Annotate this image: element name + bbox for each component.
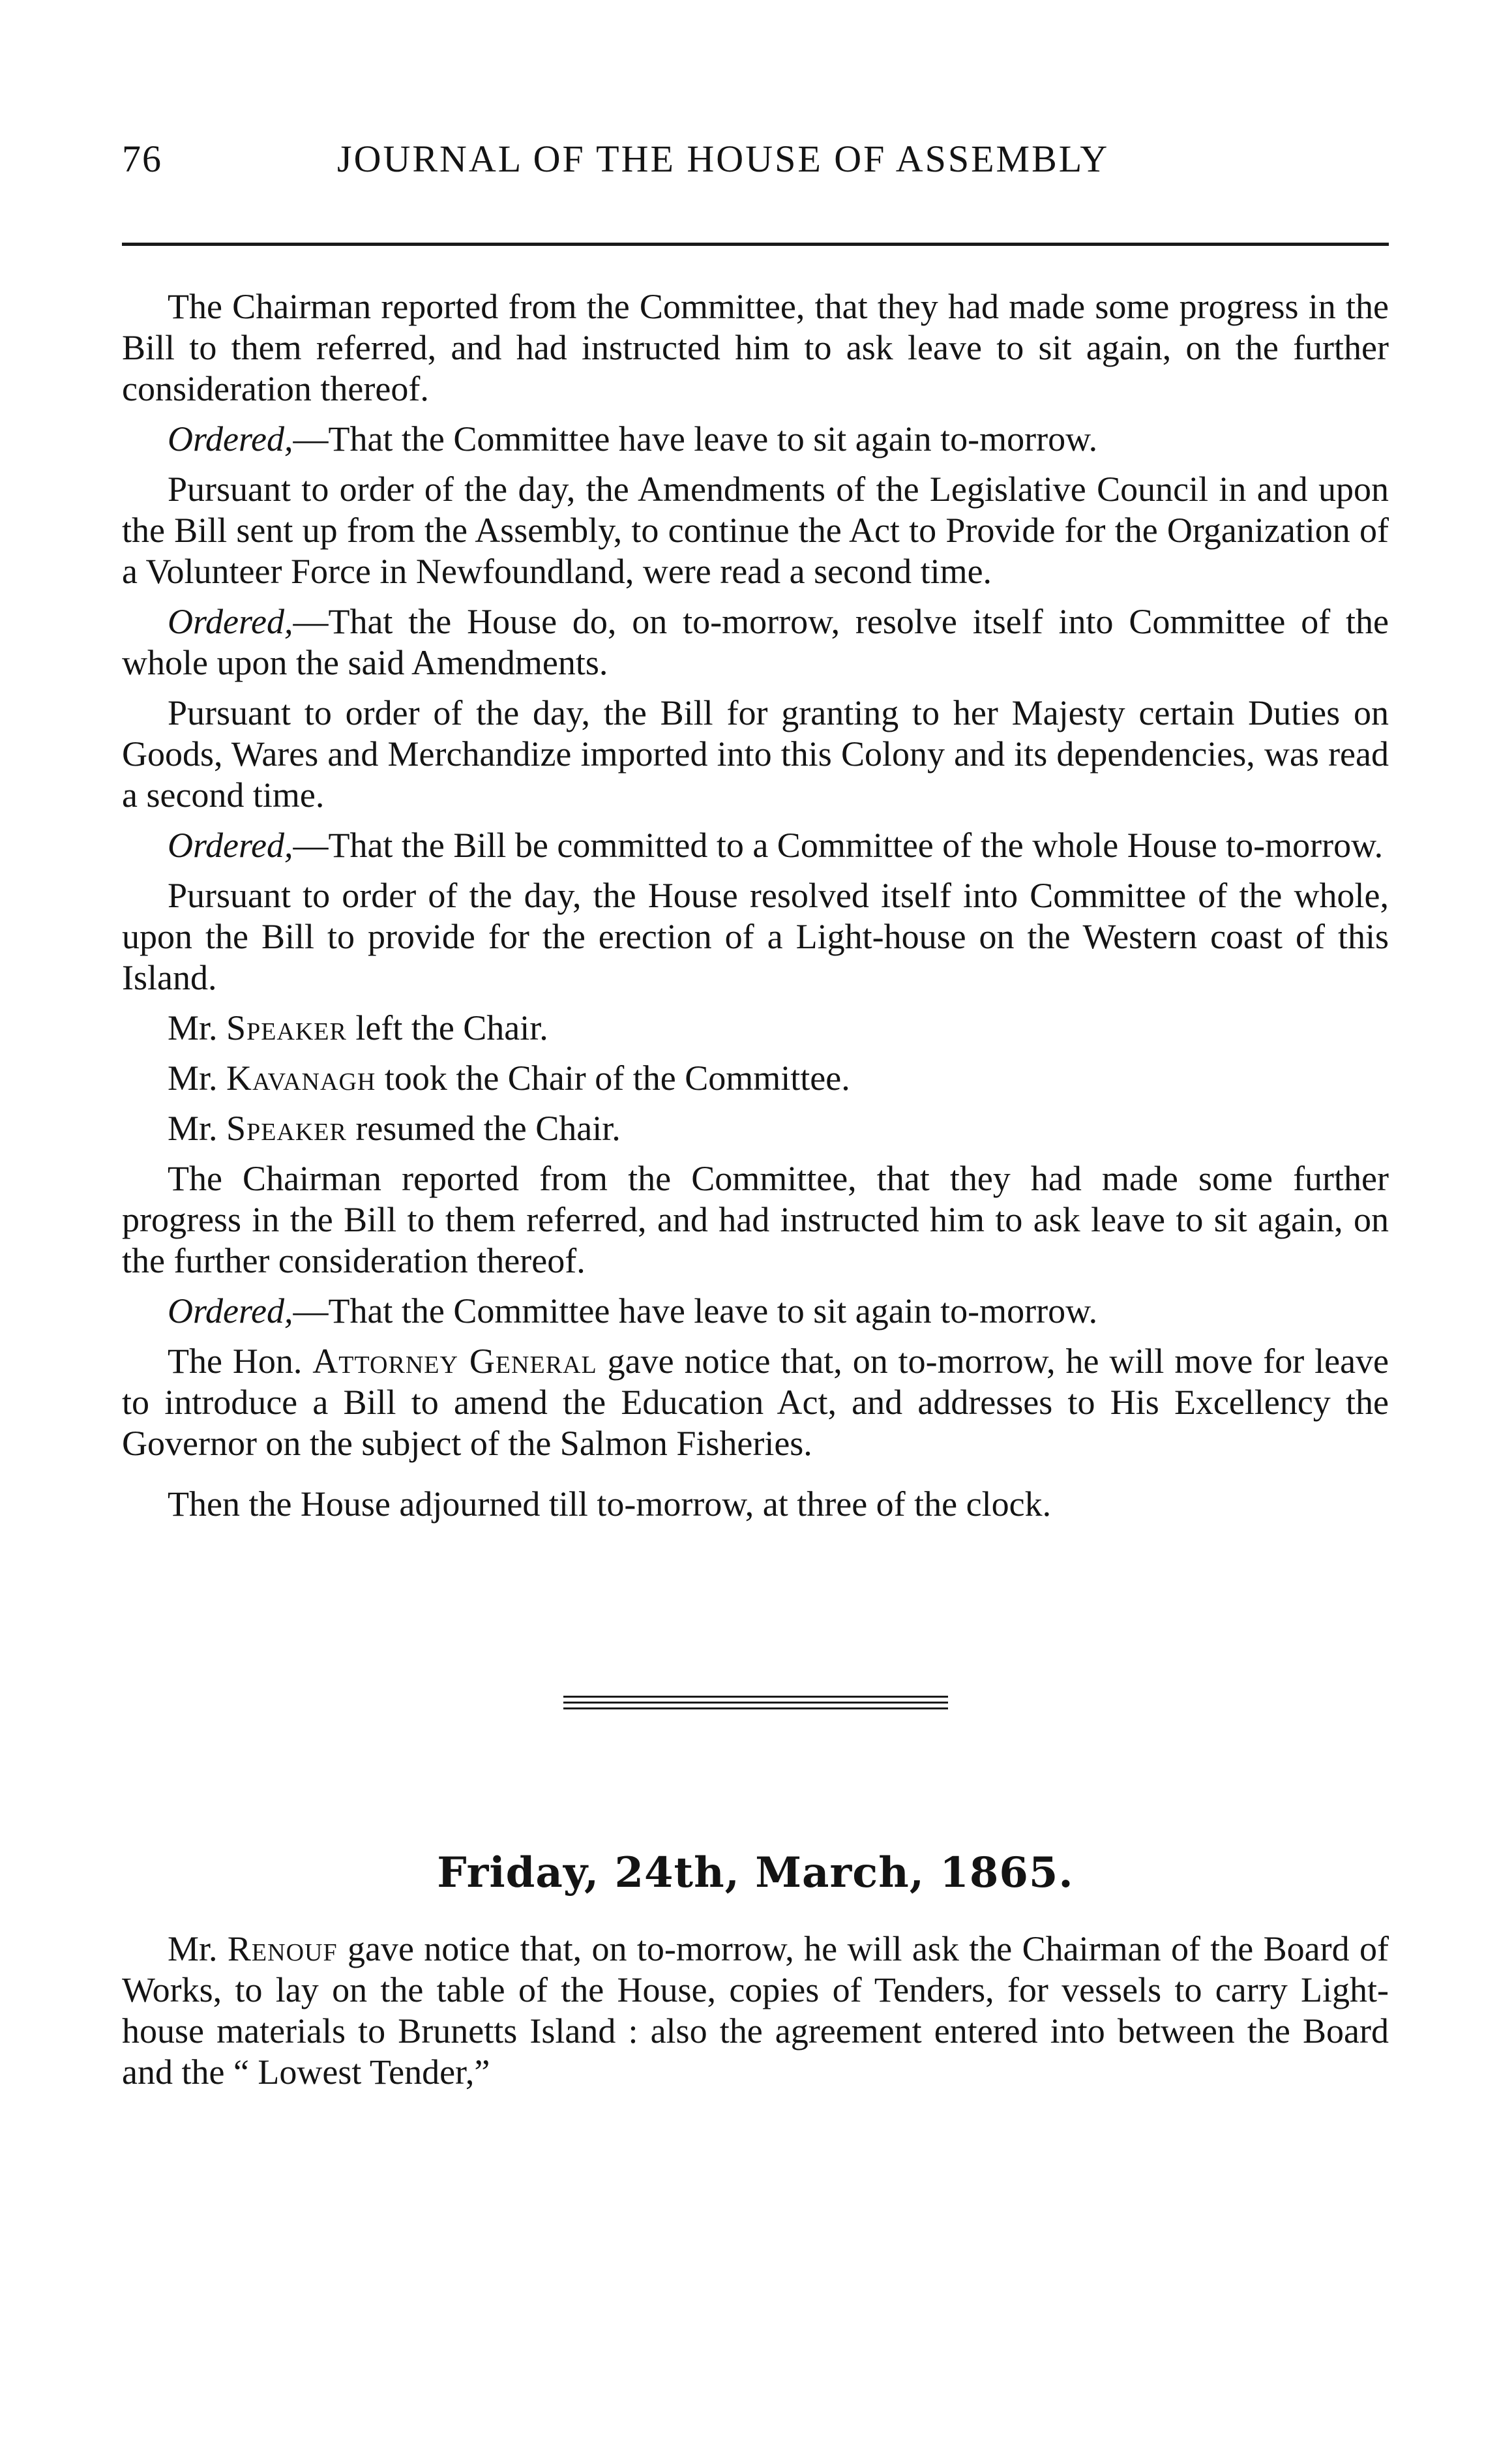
paragraph (122, 1158, 1389, 1282)
paragraph (122, 1108, 1389, 1149)
paragraph-text: Pursuant to order of the day, the Bill for granting to her Majesty certain Duties on Goods, Wares and Merchandize imported into this Colony and its dependencies, was read a second time. (122, 693, 1389, 815)
paragraph (122, 469, 1389, 592)
paragraph-text: Pursuant to order of the day, the House resolved itself into Committee of the whole, upon the Bill to provide for the erection of a Light-house on the Western coast of this Island. (122, 876, 1389, 997)
paragraph-text: —That the House do, on to-morrow, resolve itself into Committee of the whole upon the said Amendments. (122, 602, 1389, 682)
adjournment-paragraph (122, 1484, 1389, 1525)
title-prefix: Mr. (168, 1059, 227, 1098)
paragraph (122, 875, 1389, 999)
title-prefix: Mr. (168, 1929, 228, 1968)
paragraph-text: —That the Bill be committed to a Committee of the whole House to-morrow. (293, 826, 1384, 865)
proceedings-text-continued (122, 1929, 1389, 2093)
paragraph (122, 1008, 1389, 1049)
member-name: Kavanagh (226, 1059, 376, 1098)
paragraph (122, 1291, 1389, 1332)
paragraph-text: —That the Committee have leave to sit again to-morrow. (293, 1291, 1098, 1330)
ordered-label: Ordered, (168, 826, 293, 865)
member-name: Speaker (226, 1109, 347, 1148)
paragraph-text: took the Chair of the Committee. (376, 1059, 850, 1098)
paragraph (122, 1341, 1389, 1464)
paragraph-text: Pursuant to order of the day, the Amendments of the Legislative Council in and upon the Bill sent up from the Assembly, to continue the Act to Provide for the Organization of a Volunteer Force in Newfoundland, were read a second time. (122, 470, 1389, 591)
adjournment-text: Then the House adjourned till to-morrow, at three of the clock. (168, 1484, 1052, 1524)
ordered-label: Ordered, (168, 419, 293, 458)
paragraph-text: The Chairman reported from the Committee, that they had made some further progress in the Bill to them referred, and had instructed him to ask leave to sit again, on the further consideration thereof. (122, 1159, 1389, 1280)
paragraph-text: left the Chair. (346, 1008, 548, 1047)
member-name: Speaker (226, 1008, 347, 1047)
member-name: Attorney General (312, 1342, 597, 1381)
title-prefix: The Hon. (168, 1342, 313, 1381)
paragraph (122, 693, 1389, 816)
header-rule (122, 243, 1389, 246)
ordered-label: Ordered, (168, 602, 293, 641)
page-number: 76 (122, 138, 162, 180)
paragraph (122, 825, 1389, 866)
member-name: Renouf (227, 1929, 338, 1968)
paragraph-text: —That the Committee have leave to sit again to-morrow. (293, 419, 1098, 458)
section-divider (563, 1696, 948, 1710)
proceedings-text (122, 286, 1389, 1525)
paragraph (122, 419, 1389, 460)
paragraph (122, 286, 1389, 410)
paragraph-text: The Chairman reported from the Committee, that they had made some progress in the Bill to them referred, and had instructed him to ask leave to sit again, on the further consideration thereof. (122, 287, 1389, 408)
paragraph (122, 1929, 1389, 2093)
title-prefix: Mr. (168, 1008, 227, 1047)
journal-title: JOURNAL OF THE HOUSE OF ASSEMBLY (337, 138, 1110, 180)
paragraph-text: gave notice that, on to-morrow, he will ask the Chairman of the Board of Works, to lay on the table of the House, copies of Tenders, for vessels to carry Light-house materials to Brunetts Island : also the agreement entered into between the Board and the “ Lowest Tender,” (122, 1929, 1389, 2092)
paragraph (122, 601, 1389, 684)
running-head (122, 137, 1389, 189)
ordered-label: Ordered, (168, 1291, 293, 1330)
paragraph-text: gave notice that, on to-morrow, he will move for leave to introduce a Bill to amend the Education Act, and addresses to His Excellency the Governor on the subject of the Salmon Fisheries. (122, 1342, 1389, 1463)
paragraph-text: resumed the Chair. (346, 1109, 621, 1148)
title-prefix: Mr. (168, 1109, 227, 1148)
journal-page (122, 137, 1389, 2102)
paragraph (122, 1058, 1389, 1099)
date-heading: Friday, 24th, March, 1865. (437, 1848, 1074, 1897)
